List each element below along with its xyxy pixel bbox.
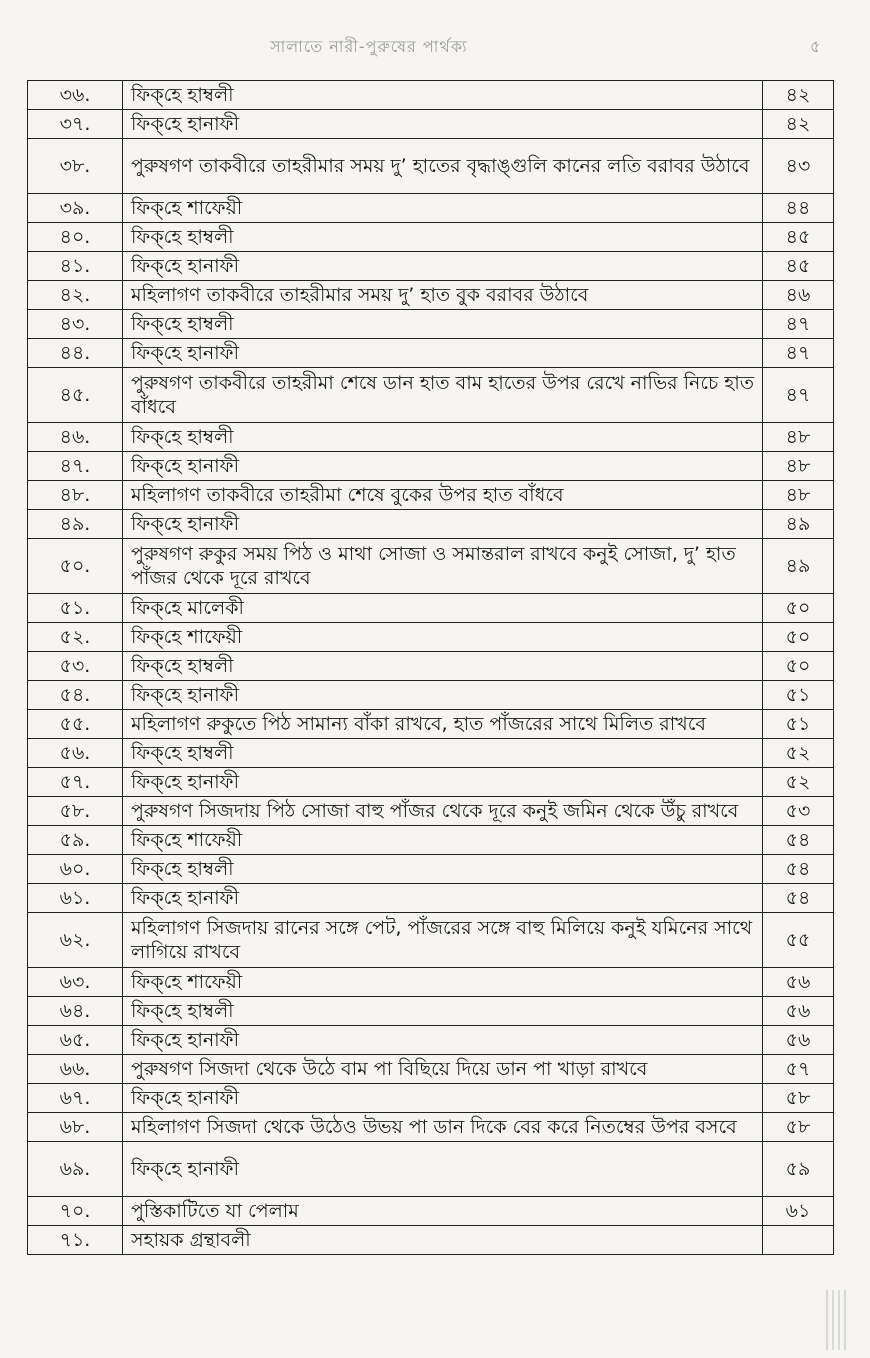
entry-page: ৪৪ — [763, 194, 834, 223]
entry-number: ৩৭. — [28, 110, 123, 139]
entry-title: ফিক্‌হে হানাফী — [123, 452, 763, 481]
entry-title: পুরুষগণ রুকুর সময় পিঠ ও মাথা সোজা ও সমান্তরাল রাখবে কনুই সোজা, দু’ হাত পাঁজর থেকে দূরে রাখবে — [123, 539, 763, 594]
entry-page: ৫১ — [763, 681, 834, 710]
entry-title: মহিলাগণ রুকুতে পিঠ সামান্য বাঁকা রাখবে, হাত পাঁজরের সাথে মিলিত রাখবে — [123, 710, 763, 739]
contents-row — [28, 797, 834, 826]
entry-number: ৫৯. — [28, 826, 123, 855]
entry-page: ৫৪ — [763, 855, 834, 884]
entry-page: ৪৮ — [763, 481, 834, 510]
entry-page: ৫০ — [763, 594, 834, 623]
entry-number: ৭০. — [28, 1197, 123, 1226]
entry-number: ৫৪. — [28, 681, 123, 710]
entry-title: ফিক্‌হে হাম্বলী — [123, 81, 763, 110]
contents-row — [28, 681, 834, 710]
entry-title: ফিক্‌হে হানাফী — [123, 110, 763, 139]
entry-title: ফিক্‌হে হানাফী — [123, 339, 763, 368]
entry-title: ফিক্‌হে হাম্বলী — [123, 310, 763, 339]
entry-title: ফিক্‌হে হাম্বলী — [123, 423, 763, 452]
entry-number: ৫০. — [28, 539, 123, 594]
entry-number: ৫৭. — [28, 768, 123, 797]
entry-number: ৫৬. — [28, 739, 123, 768]
contents-row — [28, 310, 834, 339]
contents-row — [28, 594, 834, 623]
entry-title: ফিক্‌হে হানাফী — [123, 1084, 763, 1113]
entry-page: ৫৮ — [763, 1113, 834, 1142]
contents-row — [28, 452, 834, 481]
entry-title: ফিক্‌হে হাম্বলী — [123, 855, 763, 884]
entry-page: ৪৫ — [763, 252, 834, 281]
contents-row — [28, 223, 834, 252]
entry-title: পুরুষগণ সিজদায় পিঠ সোজা বাহু পাঁজর থেকে দূরে কনুই জমিন থেকে উঁচু রাখবে — [123, 797, 763, 826]
entry-page: ৪৫ — [763, 223, 834, 252]
contents-row — [28, 1197, 834, 1226]
contents-row — [28, 1026, 834, 1055]
contents-row — [28, 539, 834, 594]
entry-page: ৪৬ — [763, 281, 834, 310]
contents-row — [28, 768, 834, 797]
contents-row — [28, 510, 834, 539]
entry-number: ৬৮. — [28, 1113, 123, 1142]
entry-number: ৬৭. — [28, 1084, 123, 1113]
entry-title: মহিলাগণ তাকবীরে তাহরীমা শেষে বুকের উপর হাত বাঁধবে — [123, 481, 763, 510]
entry-title: ফিক্‌হে হানাফী — [123, 768, 763, 797]
entry-number: ৩৮. — [28, 139, 123, 194]
entry-title: ফিক্‌হে হানাফী — [123, 510, 763, 539]
entry-number: ৬৪. — [28, 997, 123, 1026]
entry-number: ৪৮. — [28, 481, 123, 510]
entry-title: ফিক্‌হে হাম্বলী — [123, 997, 763, 1026]
entry-page: ৫৬ — [763, 968, 834, 997]
entry-page: ৪২ — [763, 110, 834, 139]
entry-number: ৪৭. — [28, 452, 123, 481]
contents-row — [28, 1142, 834, 1197]
contents-table — [27, 80, 834, 1255]
entry-page: ৪২ — [763, 81, 834, 110]
entry-number: ৪২. — [28, 281, 123, 310]
entry-title: মহিলাগণ সিজদায় রানের সঙ্গে পেট, পাঁজরের সঙ্গে বাহু মিলিয়ে কনুই যমিনের সাথে লাগিয়ে রাখবে — [123, 913, 763, 968]
entry-title: পুরুষগণ তাকবীরে তাহরীমার সময় দু’ হাতের বৃদ্ধাঙ্গুলি কানের লতি বরাবর উঠাবে — [123, 139, 763, 194]
contents-row — [28, 1084, 834, 1113]
page-header — [0, 34, 870, 60]
contents-row — [28, 339, 834, 368]
contents-row — [28, 968, 834, 997]
entry-number: ৪৪. — [28, 339, 123, 368]
entry-page: ৫০ — [763, 623, 834, 652]
entry-title: ফিক্‌হে হাম্বলী — [123, 739, 763, 768]
entry-title: ফিক্‌হে শাফেয়ী — [123, 968, 763, 997]
contents-row — [28, 252, 834, 281]
entry-number: ৫২. — [28, 623, 123, 652]
entry-number: ৩৯. — [28, 194, 123, 223]
contents-row — [28, 423, 834, 452]
entry-page: ৫৭ — [763, 1055, 834, 1084]
entry-page: ৫৩ — [763, 797, 834, 826]
contents-row — [28, 368, 834, 423]
entry-number: ৪৯. — [28, 510, 123, 539]
contents-row — [28, 110, 834, 139]
entry-page: ৫২ — [763, 768, 834, 797]
entry-page: ৪৩ — [763, 139, 834, 194]
entry-number: ৬৫. — [28, 1026, 123, 1055]
entry-number: ৬৯. — [28, 1142, 123, 1197]
entry-page — [763, 1226, 834, 1255]
entry-number: ৬২. — [28, 913, 123, 968]
contents-row — [28, 1113, 834, 1142]
contents-row — [28, 194, 834, 223]
entry-number: ৬০. — [28, 855, 123, 884]
entry-page: ৫৬ — [763, 997, 834, 1026]
entry-page: ৫০ — [763, 652, 834, 681]
entry-number: ৬১. — [28, 884, 123, 913]
contents-row — [28, 997, 834, 1026]
contents-row — [28, 710, 834, 739]
entry-title: ফিক্‌হে হানাফী — [123, 884, 763, 913]
entry-number: ৪৩. — [28, 310, 123, 339]
entry-number: ৬৬. — [28, 1055, 123, 1084]
contents-row — [28, 652, 834, 681]
contents-row — [28, 826, 834, 855]
contents-row — [28, 281, 834, 310]
contents-row — [28, 81, 834, 110]
entry-number: ৫১. — [28, 594, 123, 623]
entry-page: ৫৮ — [763, 1084, 834, 1113]
entry-title: মহিলাগণ সিজদা থেকে উঠেও উভয় পা ডান দিকে বের করে নিতম্বের উপর বসবে — [123, 1113, 763, 1142]
page-number: ৫ — [810, 37, 821, 56]
entry-title: পুস্তিকাটিতে যা পেলাম — [123, 1197, 763, 1226]
entry-title: ফিক্‌হে হানাফী — [123, 681, 763, 710]
entry-title: ফিক্‌হে হানাফী — [123, 1142, 763, 1197]
entry-page: ৪৭ — [763, 339, 834, 368]
entry-page: ৪৭ — [763, 310, 834, 339]
entry-number: ৫৮. — [28, 797, 123, 826]
entry-number: ৫৩. — [28, 652, 123, 681]
contents-row — [28, 1055, 834, 1084]
contents-row — [28, 739, 834, 768]
entry-number: ৭১. — [28, 1226, 123, 1255]
entry-title: ফিক্‌হে হাম্বলী — [123, 223, 763, 252]
entry-page: ৪৮ — [763, 452, 834, 481]
page-edge-marks — [826, 1290, 866, 1350]
running-head: সালাতে নারী-পুরুষের পার্থক্য — [270, 37, 468, 56]
entry-title: ফিক্‌হে শাফেয়ী — [123, 826, 763, 855]
contents-row — [28, 139, 834, 194]
entry-title: পুরুষগণ সিজদা থেকে উঠে বাম পা বিছিয়ে দিয়ে ডান পা খাড়া রাখবে — [123, 1055, 763, 1084]
entry-number: ৪৬. — [28, 423, 123, 452]
entry-page: ৪৭ — [763, 368, 834, 423]
entry-page: ৫৬ — [763, 1026, 834, 1055]
entry-title: ফিক্‌হে মালেকী — [123, 594, 763, 623]
entry-title: সহায়ক গ্রন্থাবলী — [123, 1226, 763, 1255]
entry-number: ৫৫. — [28, 710, 123, 739]
entry-page: ৫৪ — [763, 884, 834, 913]
contents-row — [28, 855, 834, 884]
contents-row — [28, 481, 834, 510]
entry-page: ৪৯ — [763, 539, 834, 594]
contents-row — [28, 884, 834, 913]
entry-page: ৪৮ — [763, 423, 834, 452]
entry-number: ৪০. — [28, 223, 123, 252]
contents-row — [28, 1226, 834, 1255]
entry-page: ৫৪ — [763, 826, 834, 855]
entry-number: ৪১. — [28, 252, 123, 281]
entry-title: ফিক্‌হে হানাফী — [123, 252, 763, 281]
entry-number: ৬৩. — [28, 968, 123, 997]
entry-title: ফিক্‌হে শাফেয়ী — [123, 194, 763, 223]
entry-title: মহিলাগণ তাকবীরে তাহরীমার সময় দু’ হাত বুক বরাবর উঠাবে — [123, 281, 763, 310]
entry-page: ৫৫ — [763, 913, 834, 968]
entry-page: ৬১ — [763, 1197, 834, 1226]
entry-page: ৪৯ — [763, 510, 834, 539]
contents-row — [28, 913, 834, 968]
entry-number: ৪৫. — [28, 368, 123, 423]
entry-page: ৫২ — [763, 739, 834, 768]
entry-page: ৫৯ — [763, 1142, 834, 1197]
contents-row — [28, 623, 834, 652]
entry-title: ফিক্‌হে হানাফী — [123, 1026, 763, 1055]
contents-table-body — [28, 81, 834, 1255]
entry-title: পুরুষগণ তাকবীরে তাহরীমা শেষে ডান হাত বাম হাতের উপর রেখে নাভির নিচে হাত বাঁধবে — [123, 368, 763, 423]
entry-title: ফিক্‌হে শাফেয়ী — [123, 623, 763, 652]
entry-number: ৩৬. — [28, 81, 123, 110]
entry-title: ফিক্‌হে হাম্বলী — [123, 652, 763, 681]
entry-page: ৫১ — [763, 710, 834, 739]
